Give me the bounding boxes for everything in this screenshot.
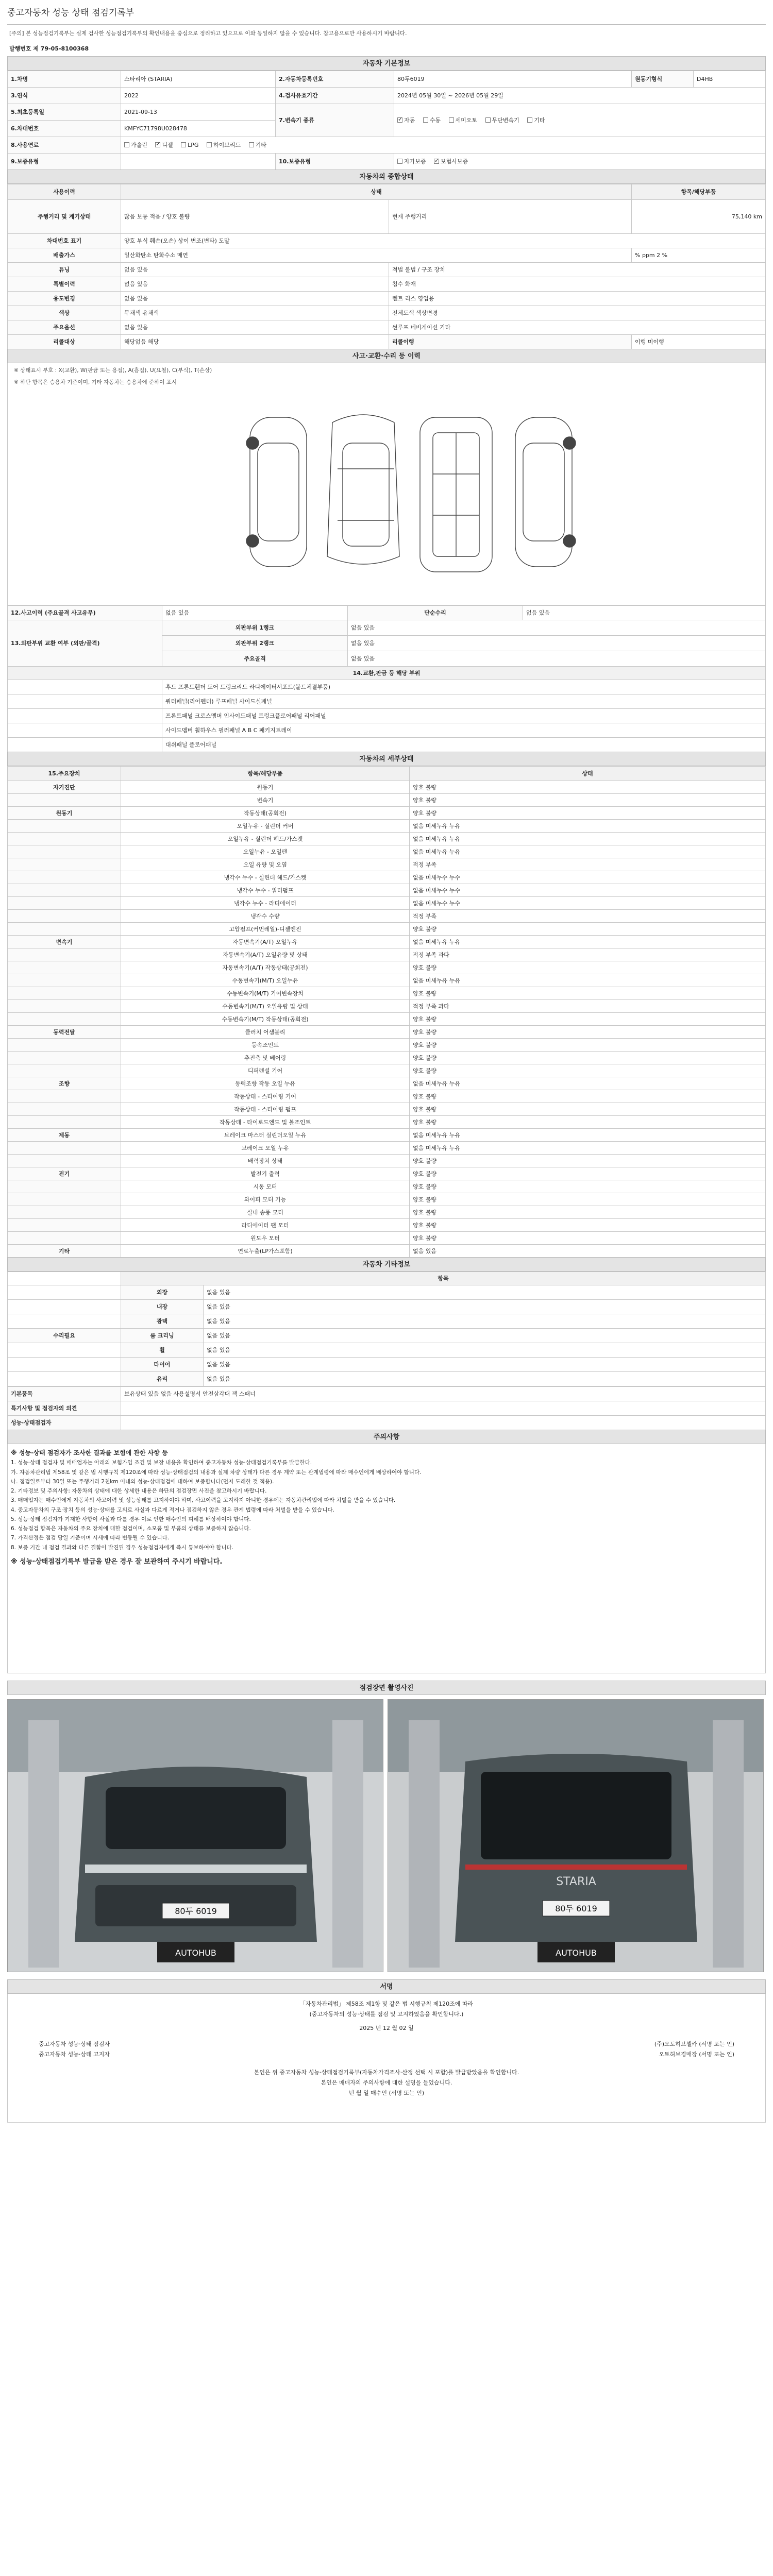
year: 2022 [121, 87, 276, 104]
label-vin: 6.차대번호 [8, 120, 121, 137]
detail-row: 냉각수 누수 - 라디에이터 없음 미세누수 누수 [8, 896, 766, 909]
section-general: 자동차의 종합상태 [7, 170, 766, 184]
detail-row: 동력전달 클러치 어셈블리 양호 불량 [8, 1025, 766, 1038]
engine-type: D4HB [694, 71, 766, 87]
etc-row: 휠 없음 있음 [8, 1343, 766, 1357]
van-front-image [8, 1700, 383, 1972]
svg-text:STARIA: STARIA [556, 1875, 596, 1888]
rear-photo [388, 1699, 764, 1972]
car-outline-diagram [8, 386, 765, 577]
detail-row: 냉각수 누수 - 실린더 헤드/가스켓 없음 미세누수 누수 [8, 871, 766, 884]
detail-row: 시동 모터 양호 불량 [8, 1180, 766, 1193]
fuel-options: 가솔린 ✓ 디젤 LPG 하이브리드 기타 [121, 137, 766, 153]
detail-row: 오일누유 - 실린더 헤드/가스켓 없음 미세누유 누유 [8, 832, 766, 845]
section-etc: 자동차 기타정보 [7, 1257, 766, 1272]
detail-row: 수동변속기(M/T) 작동상태(공회전) 양호 불량 [8, 1012, 766, 1025]
note-line: 8. 보증 기간 내 점검 결과와 다른 결함이 발견된 경우 성능점검자에게 즉시 통보하여야 합니다. [11, 1544, 234, 1551]
notice-text: [주의] 본 성능점검기록부는 실제 검사한 성능점검기록부의 확인내용을 중심으로 정리하고 있으므로 이와 동일하지 않을 수 있습니다. 참고용으로만 사용하시기 바랍니다. [9, 30, 407, 37]
detail-row: 제동 브레이크 마스터 실린더오일 누유 없음 미세누유 누유 [8, 1128, 766, 1141]
note-line: 가. 자동차관리법 제58조 및 같은 법 시행규칙 제120조에 따라 성능·상태점검의 내용과 실제 차량 상태가 다른 경우 계약 또는 관계법령에 따라 매수인에게 배상하여야 합니다. [11, 1469, 422, 1476]
detail-row: 기타 연료누출(LP가스포함) 없음 있음 [8, 1244, 766, 1257]
etc-row: 수리필요 룸 크리닝 없음 있음 [8, 1328, 766, 1343]
warranty-options: 자가보증 ✓ 보험사보증 [394, 153, 766, 170]
detail-row: 변속기 양호 불량 [8, 793, 766, 806]
accident-diagram-box [7, 363, 766, 605]
detail-row: 자기진단 원동기 양호 불량 [8, 781, 766, 793]
detail-row: 냉각수 수량 적정 부족 [8, 909, 766, 922]
label-warranty2: 10.보증유형 [276, 153, 394, 170]
etc-row: 유리 없음 있음 [8, 1371, 766, 1386]
label-reg-date: 5.최초등록일 [8, 104, 121, 120]
van-rear-image [388, 1700, 764, 1972]
detail-row: 원동기 작동상태(공회전) 양호 불량 [8, 806, 766, 819]
etc-row: 내장 없음 있음 [8, 1299, 766, 1314]
photo-row [7, 1695, 766, 1972]
general-table: 사용이력 상태 항목/해당부품 주행거리 및 계기상태 많음 보통 적음 / 양호 불량 현재 주행거리 75,140 km 차대번호 표기 양호 부식 훼손(오손) 상이 변조(변타) 도말 배출가스 일산화탄소 탄화수소 매연 % ppm 2 % 튜닝 없음 있음 적법 불법 / 구조 장치 특별이력 없음 있음 침수 화재 용도변경 없음 있음 렌트 리스 영업용 색상 무채색 유채색 전체도색 색상변경 주요옵션 없음 있음 썬루프 네비게이션 기타 리콜대상 해당없음 해당 리콜이행 이행 미이행 [7, 184, 766, 349]
detail-row: 오일누유 - 실린더 커버 없음 미세누유 누유 [8, 819, 766, 832]
inspection-period: 2024년 05월 30일 ~ 2026년 05월 29일 [394, 87, 766, 104]
basic-table [7, 71, 766, 170]
detail-row: 작동상태 - 타이로드엔드 및 볼조인트 양호 불량 [8, 1115, 766, 1128]
etc-extra-table: 기본품목 보유상태 있음 없음 사용설명서 안전삼각대 잭 스패너 특기사항 및 점검자의 의견 성능·상태점검자 [7, 1386, 766, 1430]
note-line: 6. 성능점검 항목은 자동차의 주요 장치에 대한 점검이며, 소모품 및 부품의 상태를 보증하지 않습니다. [11, 1526, 251, 1532]
label-car-name: 1.차명 [8, 71, 121, 87]
vin: KMFYC71798U028478 [121, 120, 276, 137]
label-year: 3.연식 [8, 87, 121, 104]
reg-date: 2021-09-13 [121, 104, 276, 120]
notes-box [7, 1444, 766, 1673]
detail-row: 와이퍼 모터 기능 양호 불량 [8, 1193, 766, 1206]
detail-row: 작동상태 - 스티어링 펌프 양호 불량 [8, 1103, 766, 1115]
accident-table: 12.사고이력 (주요골격 사고유무) 없음 있음 단순수리 없음 있음 13.외판부위 교환 여부 (외판/골격) 외판부위 1랭크 없음 있음 외판부위 2랭크 없음 있음 주요골격 없음 있음 14.교환,판금 등 해당 부위 후드 프론트휀더 도어 트렁크리드 라디에이터서포트(볼트체결부품) 쿼터패널(리어펜더) 루프패널 사이드실패널 프론트패널 크로스멤버 인사이드패널 트렁크플로어패널 리어패널 사이드멤버 휠하우스 필러패널 A B C 패키지트레이 대쉬패널 플로어패널 [7, 605, 766, 752]
detail-row: 작동상태 - 스티어링 기어 양호 불량 [8, 1090, 766, 1103]
detail-row: 추진축 및 베어링 양호 불량 [8, 1051, 766, 1064]
section-notes: 주의사항 [7, 1430, 766, 1444]
legend-symbols: ※ 상태표시 부호 : X(교환), W(판금 또는 용접), A(흠집), U(요철), C(부식), T(손상) [14, 367, 212, 374]
doc-number: 발행번호 제 79-05-8100368 [9, 45, 89, 52]
detail-row: 자동변속기(A/T) 작동상태(공회전) 양호 불량 [8, 961, 766, 974]
transmission-options: ✓ 자동 수동 세미오토 무단변속기 기타 [394, 104, 766, 137]
etc-row: 광택 없음 있음 [8, 1314, 766, 1328]
detail-row: 브레이크 오일 누유 없음 미세누유 누유 [8, 1141, 766, 1154]
etc-row: 타이어 없음 있음 [8, 1357, 766, 1371]
section-detail: 자동차의 세부상태 [7, 752, 766, 766]
plate: 80두6019 [394, 71, 632, 87]
detail-row: 수동변속기(M/T) 기어변속장치 양호 불량 [8, 987, 766, 999]
detail-row: 변속기 자동변속기(A/T) 오일누유 없음 미세누유 누유 [8, 935, 766, 948]
svg-text:80두 6019: 80두 6019 [555, 1903, 597, 1913]
section-photo: 점검장면 촬영사진 [7, 1681, 766, 1695]
section-accident: 사고·교환·수리 등 이력 [7, 349, 766, 363]
legend-note: ※ 하단 항목은 승용차 기준이며, 기타 자동차는 승용차에 준하여 표시 [14, 379, 177, 385]
note-line: 나. 점검일로부터 30일 또는 주행거리 2천km 이내의 성능·상태점검에 대하여 보증합니다(먼저 도래한 것 적용). [11, 1478, 274, 1485]
detail-row: 고압펌프(커먼레일)-디젤엔진 양호 불량 [8, 922, 766, 935]
detail-row: 오일누유 - 오일팬 없음 미세누유 누유 [8, 845, 766, 858]
section-basic: 자동차 기본정보 [7, 56, 766, 71]
detail-row: 오일 유량 및 오염 적정 부족 [8, 858, 766, 871]
label-warranty: 9.보증유형 [8, 153, 121, 170]
svg-text:80두 6019: 80두 6019 [175, 1906, 217, 1916]
note-line: 4. 중고자동차의 구조·장치 등의 성능·상태를 고의로 사실과 다르게 적거나 점검하지 않은 경우 관계 법령에 따라 처벌을 받을 수 있습니다. [11, 1506, 334, 1513]
front-photo [7, 1699, 383, 1972]
detail-row: 라디에이터 팬 모터 양호 불량 [8, 1218, 766, 1231]
detail-row: 전기 발전기 출력 양호 불량 [8, 1167, 766, 1180]
etc-row: 외장 없음 있음 [8, 1285, 766, 1299]
label-fuel: 8.사용연료 [8, 137, 121, 153]
svg-text:AUTOHUB: AUTOHUB [175, 1947, 216, 1958]
label-engine: 원동기형식 [632, 71, 694, 87]
notes-warning: ※ 성능·상태점검기록부 발급을 받은 경우 잘 보관하여 주시기 바랍니다. [11, 1558, 223, 1566]
doc-title: 중고자동차 성능 상태 점검기록부 [7, 0, 766, 25]
detail-row: 수동변속기(M/T) 오일유량 및 상태 적정 부족 과다 [8, 999, 766, 1012]
detail-row: 윈도우 모터 양호 불량 [8, 1231, 766, 1244]
car-diagram-icon [8, 386, 765, 592]
notes-title: ※ 성능·상태 점검자가 조사한 결과를 보험에 관한 사항 등 [11, 1449, 168, 1456]
car-name: 스타리아 (STARIA) [121, 71, 276, 87]
note-line: 2. 기타정보 및 주의사항: 자동차의 상태에 대한 상세한 내용은 하단의 점검장면 사진을 참고하시기 바랍니다. [11, 1488, 267, 1495]
svg-text:AUTOHUB: AUTOHUB [556, 1947, 597, 1958]
detail-row: 배력장치 상태 양호 불량 [8, 1154, 766, 1167]
detail-row: 등속조인트 양호 불량 [8, 1038, 766, 1051]
label-inspection: 4.검사유효기간 [276, 87, 394, 104]
detail-row: 자동변속기(A/T) 오일유량 및 상태 적정 부족 과다 [8, 948, 766, 961]
sign-date: 2025 년 12 월 02 일 [359, 2025, 414, 2032]
detail-row: 조향 동력조향 작동 오일 누유 없음 미세누유 누유 [8, 1077, 766, 1090]
detail-row: 수동변속기(M/T) 오일누유 없음 미세누유 누유 [8, 974, 766, 987]
etc-table: 항목 외장 없음 있음 내장 없음 있음 광택 없음 있음 수리필요 룸 크리닝 없음 있음 휠 없음 있음 타이어 없음 있음 유리 없음 있음 [7, 1272, 766, 1386]
note-line: 7. 가격산정은 점검 당일 기준이며 시세에 따라 변동될 수 있습니다. [11, 1535, 170, 1541]
label-transmission: 7.변속기 종류 [276, 104, 394, 137]
detail-table: 15.주요장치 항목/해당부품 상태 자기진단 원동기 양호 불량 변속기 양호 불량 원동기 작동상태(공회전) 양호 불량 오일누유 - 실린더 커버 없음 미세누유 누유 오일누유 - 실린더 헤드/가스켓 없음 미세누유 누유 오일누유 - 오일팬 없음 미세누유 누유 오일 유량 및 오염 적정 부족 냉각수 누수 - 실린더 헤드/가스켓 없음 미세누수 누수 냉각수 누수 - 워터펌프 없음 미세누수 누수 냉각수 누수 - 라디에이터 없음 미세누수 누수 냉각수 수량 적정 부족 고압펌프(커먼레일)-디젤엔진 양호 불량 변속기 자동변속기(A/T) 오일누유 없음 미세누유 누유 자동변속기(A/T) 오일유량 및 상태 적정 부족 과다 자동변속기(A/T) 작동상태(공회전) 양호 불량 수동변속기(M/T) 오일누유 없음 미세누유 누유 수동변속기(M/T) 기어변속장치 양호 불량 수동변속기(M/T) 오일유량 및 상태 적정 부족 과다 수동변속기(M/T) 작동상태(공회전) 양호 불량 동력전달 클러치 어셈블리 양호 불량 등속조인트 양호 불량 추진축 및 베어링 양호 불량 디퍼렌셜 기어 양호 불량 조향 동력조향 작동 오일 누유 없음 미세누유 누유 작동상태 - 스티어링 기어 양호 불량 작동상태 - 스티어링 펌프 양호 불량 작동상태 - 타이로드엔드 및 볼조인트 양호 불량 제동 브레이크 마스터 실린더오일 누유 없음 미세누유 누유 브레이크 오일 누유 없음 미세누유 누유 배력장치 상태 양호 불량 전기 발전기 출력 양호 불량 시동 모터 양호 불량 와이퍼 모터 기능 양호 불량 실내 송풍 모터 양호 불량 라디에이터 팬 모터 양호 불량 윈도우 모터 양호 불량 기타 연료누출(LP가스포함) 없음 있음 [7, 766, 766, 1258]
detail-row: 디퍼렌셜 기어 양호 불량 [8, 1064, 766, 1077]
section-sign: 서명 [7, 1979, 766, 1994]
mileage: 75,140 km [632, 199, 766, 233]
note-line: 3. 매매업자는 매수인에게 자동차의 사고이력 및 성능상태를 고지하여야 하며, 사고이력을 고지하지 아니한 경우에는 자동차관리법에 따라 처벌을 받을 수 있습니다. [11, 1497, 396, 1504]
detail-row: 냉각수 누수 - 워터펌프 없음 미세누수 누수 [8, 884, 766, 896]
label-plate: 2.자동차등록번호 [276, 71, 394, 87]
note-line: 5. 성능·상태 점검자가 기재한 사항이 사실과 다를 경우 이로 인한 매수인의 피해를 배상하여야 합니다. [11, 1516, 251, 1522]
note-line: 1. 성능·상태 점검자 및 매매업자는 아래의 보험가입 조건 및 보장 내용을 확인하여 중고자동차 성능·상태점검기록부를 발급한다. [11, 1460, 312, 1466]
detail-row: 실내 송풍 모터 양호 불량 [8, 1206, 766, 1218]
signature-box: 「자동차관리법」 제58조 제1항 및 같은 법 시행규칙 제120조에 따라 (중고자동차의 성능·상태를 점검 및 고지하였음을 확인합니다.) 2025 년 12 월 02 일 중고자동차 성능·상태 점검자 (주)오토허브셀카 (서명 또는 인) 중고자동차 성능·상태 고지자 오토허브경매장 (서명 또는 인) 본인은 위 중고자동차 성능·상태점검기록부(자동차가격조사·산정 선택 시 포함)를 발급받았음을 확인합니다. 본인은 매매자의 주의사항에 대한 설명을 들었습니다. 년 월 일 매수인 (서명 또는 인) [7, 1994, 766, 2123]
